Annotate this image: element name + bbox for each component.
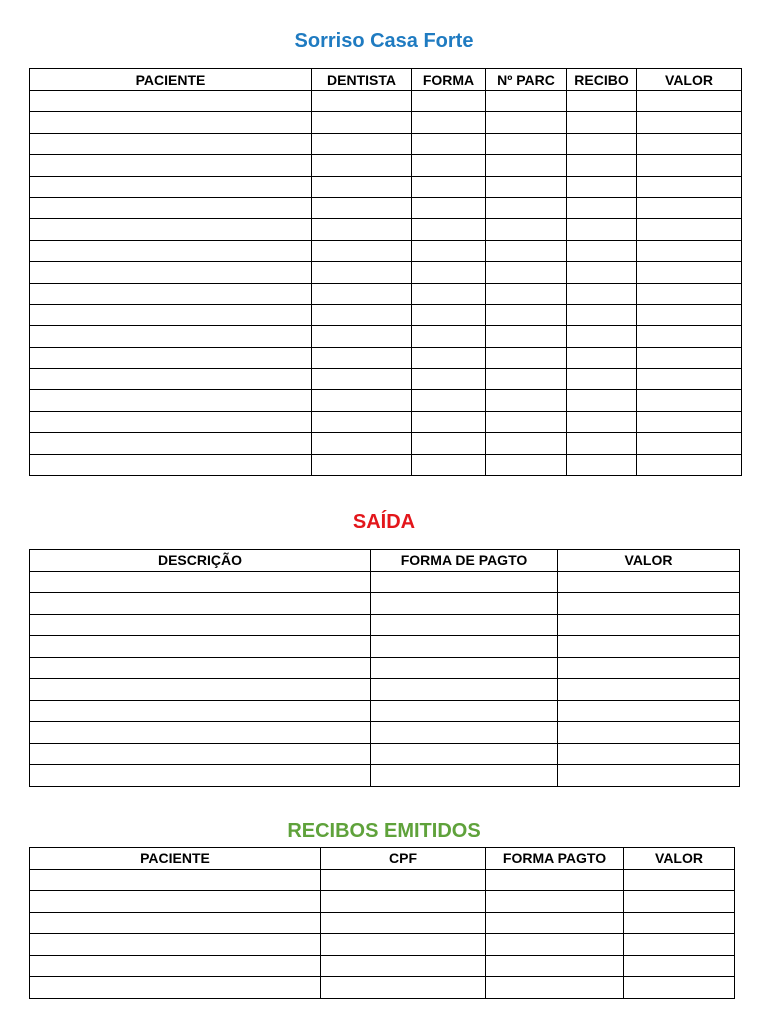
col-header-paciente: PACIENTE: [30, 69, 312, 91]
table-cell[interactable]: [486, 347, 567, 368]
table-cell[interactable]: [312, 369, 412, 390]
table-cell[interactable]: [486, 283, 567, 304]
table-row: [30, 679, 740, 701]
table-row: [30, 700, 740, 722]
table-cell[interactable]: [486, 262, 567, 283]
table-cell[interactable]: [312, 304, 412, 325]
table-cell[interactable]: [371, 571, 558, 593]
table-cell[interactable]: [312, 219, 412, 240]
expenses-table: [29, 549, 740, 787]
recibos-title: RECIBOS EMITIDOS: [287, 820, 481, 842]
table-cell[interactable]: [558, 593, 740, 615]
table-cell[interactable]: [30, 912, 321, 934]
table-cell[interactable]: [321, 869, 486, 891]
table-row: [30, 369, 742, 390]
table-row: [30, 411, 742, 432]
table-cell[interactable]: [312, 433, 412, 454]
table-cell[interactable]: [567, 262, 637, 283]
table-cell[interactable]: [312, 454, 412, 475]
table-cell[interactable]: [312, 283, 412, 304]
col-header-valor: VALOR: [637, 69, 742, 91]
table-cell[interactable]: [567, 454, 637, 475]
table-cell[interactable]: [567, 369, 637, 390]
table-cell[interactable]: [412, 133, 486, 154]
table-cell[interactable]: [412, 176, 486, 197]
table-cell[interactable]: [637, 262, 742, 283]
table-cell[interactable]: [637, 369, 742, 390]
table-cell[interactable]: [567, 433, 637, 454]
table-cell[interactable]: [486, 304, 567, 325]
table-cell[interactable]: [30, 891, 321, 913]
table-cell[interactable]: [567, 197, 637, 218]
table-cell[interactable]: [312, 176, 412, 197]
table-cell[interactable]: [321, 912, 486, 934]
table-cell[interactable]: [486, 326, 567, 347]
table-cell[interactable]: [321, 934, 486, 956]
table-row: [30, 722, 740, 744]
table-cell[interactable]: [371, 636, 558, 658]
table-row: [30, 977, 735, 999]
table-cell[interactable]: [637, 411, 742, 432]
table-cell[interactable]: [30, 283, 312, 304]
table-cell[interactable]: [567, 347, 637, 368]
table-cell[interactable]: [486, 176, 567, 197]
table-cell[interactable]: [312, 133, 412, 154]
col-header-descricao: DESCRIÇÃO: [30, 550, 371, 572]
table-row: [30, 614, 740, 636]
table-row: [30, 955, 735, 977]
table-cell[interactable]: [637, 283, 742, 304]
table-cell[interactable]: [486, 869, 624, 891]
saida-title: SAÍDA: [352, 511, 416, 533]
table-cell[interactable]: [30, 722, 371, 744]
table-cell[interactable]: [637, 155, 742, 176]
table-row: [30, 133, 742, 154]
table-cell[interactable]: [486, 390, 567, 411]
table-cell[interactable]: [371, 700, 558, 722]
table-cell[interactable]: [558, 657, 740, 679]
table-cell[interactable]: [637, 326, 742, 347]
table-cell[interactable]: [412, 433, 486, 454]
table-row: [30, 593, 740, 615]
table-cell[interactable]: [30, 112, 312, 133]
table-cell[interactable]: [486, 454, 567, 475]
table-cell[interactable]: [371, 614, 558, 636]
col-header-num-parc: Nº PARC: [486, 69, 567, 91]
col-header-forma: FORMA: [412, 69, 486, 91]
col-header-recibo: RECIBO: [567, 69, 637, 91]
table-cell[interactable]: [637, 197, 742, 218]
table-cell[interactable]: [30, 197, 312, 218]
table-cell[interactable]: [30, 347, 312, 368]
table-cell[interactable]: [558, 765, 740, 787]
col-header-paciente: PACIENTE: [30, 848, 321, 870]
table-cell[interactable]: [30, 955, 321, 977]
table-cell[interactable]: [30, 454, 312, 475]
table-cell[interactable]: [567, 304, 637, 325]
table-cell[interactable]: [567, 155, 637, 176]
table-cell[interactable]: [312, 91, 412, 112]
table-cell[interactable]: [558, 743, 740, 765]
table-cell[interactable]: [558, 614, 740, 636]
patients-table: [29, 68, 742, 476]
table-row: [30, 176, 742, 197]
table-cell[interactable]: [412, 304, 486, 325]
col-header-dentista: DENTISTA: [312, 69, 412, 91]
table-cell[interactable]: [567, 176, 637, 197]
table-cell[interactable]: [412, 454, 486, 475]
table-cell[interactable]: [637, 304, 742, 325]
table-row: [30, 304, 742, 325]
table-cell[interactable]: [412, 390, 486, 411]
table-row: [30, 390, 742, 411]
table-cell[interactable]: [637, 112, 742, 133]
table-row: [30, 197, 742, 218]
table-cell[interactable]: [371, 765, 558, 787]
table-row: [30, 262, 742, 283]
table-cell[interactable]: [486, 955, 624, 977]
table-cell[interactable]: [486, 411, 567, 432]
table-cell[interactable]: [30, 636, 371, 658]
table-cell[interactable]: [637, 390, 742, 411]
receipts-table: [29, 847, 735, 999]
table-cell[interactable]: [30, 326, 312, 347]
table-cell[interactable]: [312, 112, 412, 133]
table-cell[interactable]: [312, 347, 412, 368]
table-cell[interactable]: [486, 977, 624, 999]
table-cell[interactable]: [624, 955, 735, 977]
table-cell[interactable]: [637, 347, 742, 368]
table-row: [30, 869, 735, 891]
table-cell[interactable]: [371, 593, 558, 615]
table-cell[interactable]: [486, 133, 567, 154]
col-header-forma-pagto: FORMA DE PAGTO: [371, 550, 558, 572]
table-cell[interactable]: [486, 240, 567, 261]
table-cell[interactable]: [371, 657, 558, 679]
table-cell[interactable]: [567, 240, 637, 261]
table-row: [30, 240, 742, 261]
col-header-valor: VALOR: [558, 550, 740, 572]
col-header-valor: VALOR: [624, 848, 735, 870]
table-cell[interactable]: [30, 657, 371, 679]
table-row: [30, 219, 742, 240]
table-cell[interactable]: [30, 91, 312, 112]
table-row: [30, 91, 742, 112]
table-row: [30, 155, 742, 176]
table-cell[interactable]: [321, 955, 486, 977]
table-cell[interactable]: [486, 197, 567, 218]
table-cell[interactable]: [567, 326, 637, 347]
table-cell[interactable]: [312, 240, 412, 261]
table-cell[interactable]: [30, 765, 371, 787]
table-cell[interactable]: [412, 369, 486, 390]
table-cell[interactable]: [412, 112, 486, 133]
table-cell[interactable]: [412, 240, 486, 261]
table-cell[interactable]: [30, 133, 312, 154]
table-row: [30, 433, 742, 454]
table-cell[interactable]: [637, 433, 742, 454]
table-cell[interactable]: [412, 347, 486, 368]
table-cell[interactable]: [567, 219, 637, 240]
table-row: [30, 636, 740, 658]
table-cell[interactable]: [486, 219, 567, 240]
table-cell[interactable]: [30, 679, 371, 701]
table-cell[interactable]: [637, 91, 742, 112]
table-cell[interactable]: [30, 240, 312, 261]
table-cell[interactable]: [412, 326, 486, 347]
table-cell[interactable]: [30, 700, 371, 722]
table-cell[interactable]: [371, 722, 558, 744]
table-cell[interactable]: [30, 219, 312, 240]
table-cell[interactable]: [30, 176, 312, 197]
table-row: [30, 454, 742, 475]
table-cell[interactable]: [558, 679, 740, 701]
table-cell[interactable]: [486, 155, 567, 176]
table-cell[interactable]: [30, 934, 321, 956]
table-cell[interactable]: [558, 571, 740, 593]
table-cell[interactable]: [624, 977, 735, 999]
table-cell[interactable]: [486, 934, 624, 956]
table-cell[interactable]: [30, 390, 312, 411]
table-cell[interactable]: [30, 411, 312, 432]
table-cell[interactable]: [486, 112, 567, 133]
table-row: [30, 571, 740, 593]
table-cell[interactable]: [30, 571, 371, 593]
table-row: [30, 765, 740, 787]
table-cell[interactable]: [30, 593, 371, 615]
table-cell[interactable]: [637, 240, 742, 261]
table-cell[interactable]: [30, 369, 312, 390]
table-cell[interactable]: [312, 262, 412, 283]
table-row: [30, 283, 742, 304]
table-row: [30, 347, 742, 368]
table-cell[interactable]: [486, 433, 567, 454]
table-cell[interactable]: [412, 219, 486, 240]
table-cell[interactable]: [371, 679, 558, 701]
table-row: [30, 326, 742, 347]
table-cell[interactable]: [30, 433, 312, 454]
table-cell[interactable]: [567, 390, 637, 411]
table-cell[interactable]: [558, 700, 740, 722]
table-cell[interactable]: [412, 155, 486, 176]
table-cell[interactable]: [637, 176, 742, 197]
table-cell[interactable]: [567, 283, 637, 304]
table-cell[interactable]: [567, 112, 637, 133]
table-cell[interactable]: [30, 977, 321, 999]
col-header-cpf: CPF: [321, 848, 486, 870]
table-cell[interactable]: [30, 743, 371, 765]
table-cell[interactable]: [412, 91, 486, 112]
table-row: [30, 657, 740, 679]
table-row: [30, 112, 742, 133]
table-cell[interactable]: [624, 869, 735, 891]
table-row: [30, 934, 735, 956]
table-cell[interactable]: [558, 636, 740, 658]
table-cell[interactable]: [321, 977, 486, 999]
table-cell[interactable]: [312, 326, 412, 347]
table-cell[interactable]: [624, 912, 735, 934]
table-cell[interactable]: [637, 219, 742, 240]
table-cell[interactable]: [486, 91, 567, 112]
table-cell[interactable]: [567, 133, 637, 154]
table-cell[interactable]: [412, 283, 486, 304]
table-cell[interactable]: [30, 614, 371, 636]
table-cell[interactable]: [30, 262, 312, 283]
table-cell[interactable]: [486, 369, 567, 390]
table-cell[interactable]: [321, 891, 486, 913]
table-cell[interactable]: [30, 155, 312, 176]
table-cell[interactable]: [558, 722, 740, 744]
table-cell[interactable]: [312, 411, 412, 432]
table-row: [30, 891, 735, 913]
table-cell[interactable]: [624, 934, 735, 956]
table-cell[interactable]: [567, 411, 637, 432]
table-cell[interactable]: [486, 891, 624, 913]
table-cell[interactable]: [312, 155, 412, 176]
table-cell[interactable]: [371, 743, 558, 765]
col-header-forma-pagto: FORMA PAGTO: [486, 848, 624, 870]
table-cell[interactable]: [637, 454, 742, 475]
table-cell[interactable]: [486, 912, 624, 934]
table-row: [30, 912, 735, 934]
table-cell[interactable]: [567, 91, 637, 112]
table-cell[interactable]: [30, 869, 321, 891]
table-cell[interactable]: [312, 197, 412, 218]
table-cell[interactable]: [412, 262, 486, 283]
table-cell[interactable]: [412, 197, 486, 218]
table-cell[interactable]: [312, 390, 412, 411]
table-row: [30, 743, 740, 765]
table-cell[interactable]: [637, 133, 742, 154]
table-cell[interactable]: [412, 411, 486, 432]
table-cell[interactable]: [30, 304, 312, 325]
page-title: Sorriso Casa Forte: [294, 30, 474, 52]
table-cell[interactable]: [624, 891, 735, 913]
